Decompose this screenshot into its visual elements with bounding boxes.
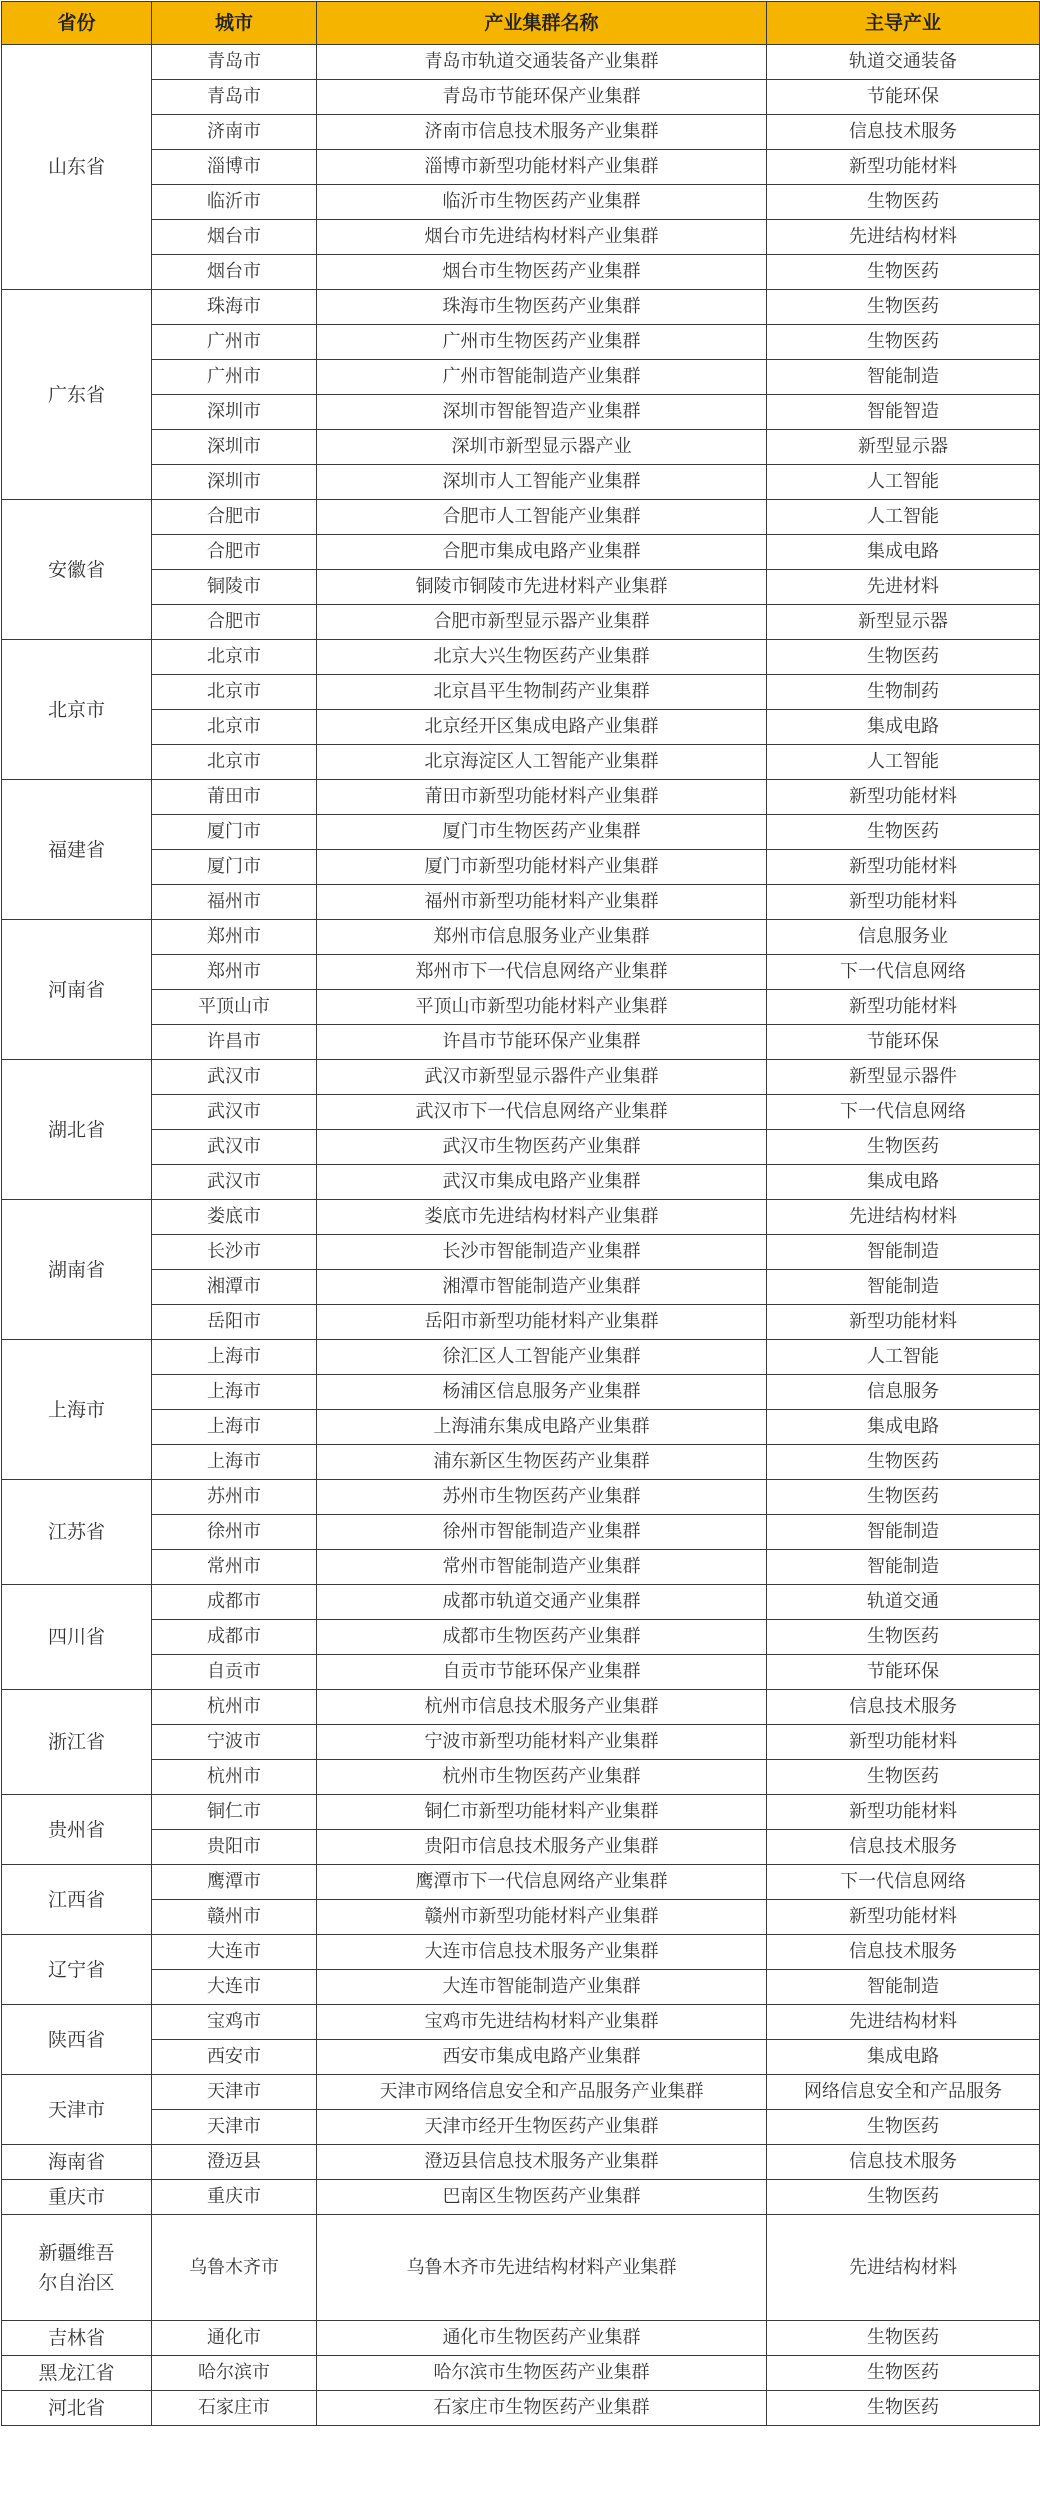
cluster-name-cell: 郑州市信息服务业产业集群 <box>317 920 767 955</box>
province-cell: 上海市 <box>2 1340 152 1480</box>
province-cell: 浙江省 <box>2 1690 152 1795</box>
table-row <box>2 2040 1040 2075</box>
table-row <box>2 1585 1040 1620</box>
table-row <box>2 255 1040 290</box>
city-cell: 烟台市 <box>152 255 317 290</box>
table-row <box>2 1830 1040 1865</box>
cluster-name-cell: 岳阳市新型功能材料产业集群 <box>317 1305 767 1340</box>
city-cell: 珠海市 <box>152 290 317 325</box>
table-row <box>2 1060 1040 1095</box>
cluster-name-cell: 淄博市新型功能材料产业集群 <box>317 150 767 185</box>
city-cell: 许昌市 <box>152 1025 317 1060</box>
table-row <box>2 1025 1040 1060</box>
industry-cell: 新型显示器 <box>767 430 1040 465</box>
table-row <box>2 955 1040 990</box>
cluster-name-cell: 澄迈县信息技术服务产业集群 <box>317 2145 767 2180</box>
cluster-name-cell: 北京经开区集成电路产业集群 <box>317 710 767 745</box>
industry-cell: 节能环保 <box>767 80 1040 115</box>
industry-cell: 新型功能材料 <box>767 1305 1040 1340</box>
industry-cell: 下一代信息网络 <box>767 1865 1040 1900</box>
table-body <box>2 45 1040 2426</box>
city-cell: 苏州市 <box>152 1480 317 1515</box>
table-row <box>2 1725 1040 1760</box>
city-cell: 福州市 <box>152 885 317 920</box>
province-cell: 广东省 <box>2 290 152 500</box>
city-cell: 广州市 <box>152 325 317 360</box>
cluster-name-cell: 上海浦东集成电路产业集群 <box>317 1410 767 1445</box>
industry-cell: 先进结构材料 <box>767 2005 1040 2040</box>
city-cell: 烟台市 <box>152 220 317 255</box>
city-cell: 武汉市 <box>152 1060 317 1095</box>
cluster-name-cell: 成都市生物医药产业集群 <box>317 1620 767 1655</box>
industry-cell: 新型功能材料 <box>767 150 1040 185</box>
province-cell: 河北省 <box>2 2391 152 2426</box>
province-cell: 北京市 <box>2 640 152 780</box>
city-cell: 深圳市 <box>152 465 317 500</box>
cluster-name-cell: 合肥市人工智能产业集群 <box>317 500 767 535</box>
city-cell: 北京市 <box>152 745 317 780</box>
industry-cell: 智能制造 <box>767 1515 1040 1550</box>
industry-cell: 节能环保 <box>767 1025 1040 1060</box>
cluster-name-cell: 广州市智能制造产业集群 <box>317 360 767 395</box>
city-cell: 长沙市 <box>152 1235 317 1270</box>
industry-cell: 下一代信息网络 <box>767 1095 1040 1130</box>
table-row <box>2 1620 1040 1655</box>
table-row <box>2 1515 1040 1550</box>
city-cell: 常州市 <box>152 1550 317 1585</box>
industry-cell: 人工智能 <box>767 745 1040 780</box>
cluster-name-cell: 厦门市生物医药产业集群 <box>317 815 767 850</box>
industry-cell: 生物医药 <box>767 1760 1040 1795</box>
industry-cell: 新型功能材料 <box>767 885 1040 920</box>
table-row <box>2 710 1040 745</box>
industry-cell: 生物医药 <box>767 1130 1040 1165</box>
cluster-name-cell: 哈尔滨市生物医药产业集群 <box>317 2356 767 2391</box>
cluster-name-cell: 贵阳市信息技术服务产业集群 <box>317 1830 767 1865</box>
cluster-name-cell: 郑州市下一代信息网络产业集群 <box>317 955 767 990</box>
cluster-name-cell: 石家庄市生物医药产业集群 <box>317 2391 767 2426</box>
industry-cell: 生物制药 <box>767 675 1040 710</box>
cluster-name-cell: 武汉市生物医药产业集群 <box>317 1130 767 1165</box>
cluster-name-cell: 杨浦区信息服务产业集群 <box>317 1375 767 1410</box>
industry-cell: 下一代信息网络 <box>767 955 1040 990</box>
table-row <box>2 1375 1040 1410</box>
industry-cell: 生物医药 <box>767 2110 1040 2145</box>
cluster-name-cell: 长沙市智能制造产业集群 <box>317 1235 767 1270</box>
table-row <box>2 1760 1040 1795</box>
table-row <box>2 1655 1040 1690</box>
province-cell: 安徽省 <box>2 500 152 640</box>
city-cell: 武汉市 <box>152 1130 317 1165</box>
industry-cell: 生物医药 <box>767 1480 1040 1515</box>
cluster-name-cell: 武汉市下一代信息网络产业集群 <box>317 1095 767 1130</box>
city-cell: 广州市 <box>152 360 317 395</box>
cluster-name-cell: 武汉市新型显示器件产业集群 <box>317 1060 767 1095</box>
industry-cell: 智能制造 <box>767 1550 1040 1585</box>
city-cell: 济南市 <box>152 115 317 150</box>
city-cell: 上海市 <box>152 1375 317 1410</box>
table-row <box>2 115 1040 150</box>
cluster-name-cell: 杭州市生物医药产业集群 <box>317 1760 767 1795</box>
city-cell: 杭州市 <box>152 1690 317 1725</box>
table-row <box>2 2180 1040 2215</box>
city-cell: 北京市 <box>152 710 317 745</box>
province-cell: 重庆市 <box>2 2180 152 2215</box>
province-cell: 贵州省 <box>2 1795 152 1865</box>
industry-cell: 生物医药 <box>767 2321 1040 2356</box>
cluster-name-cell: 天津市网络信息安全和产品服务产业集群 <box>317 2075 767 2110</box>
industry-cell: 集成电路 <box>767 2040 1040 2075</box>
industry-cell: 先进材料 <box>767 570 1040 605</box>
city-cell: 厦门市 <box>152 850 317 885</box>
table-row <box>2 1235 1040 1270</box>
industry-cell: 网络信息安全和产品服务 <box>767 2075 1040 2110</box>
cluster-name-cell: 宝鸡市先进结构材料产业集群 <box>317 2005 767 2040</box>
city-cell: 成都市 <box>152 1585 317 1620</box>
industry-cell: 生物医药 <box>767 325 1040 360</box>
table-row <box>2 360 1040 395</box>
cluster-name-cell: 北京昌平生物制药产业集群 <box>317 675 767 710</box>
industry-cell: 生物医药 <box>767 2356 1040 2391</box>
table-row <box>2 500 1040 535</box>
province-cell: 吉林省 <box>2 2321 152 2356</box>
cluster-name-cell: 常州市智能制造产业集群 <box>317 1550 767 1585</box>
industry-cell: 生物医药 <box>767 1620 1040 1655</box>
cluster-name-cell: 天津市经开生物医药产业集群 <box>317 2110 767 2145</box>
city-cell: 铜仁市 <box>152 1795 317 1830</box>
cluster-name-cell: 莆田市新型功能材料产业集群 <box>317 780 767 815</box>
industry-cell: 信息技术服务 <box>767 1690 1040 1725</box>
industry-cell: 人工智能 <box>767 500 1040 535</box>
cluster-name-cell: 北京海淀区人工智能产业集群 <box>317 745 767 780</box>
city-cell: 郑州市 <box>152 955 317 990</box>
city-cell: 武汉市 <box>152 1165 317 1200</box>
cluster-name-cell: 徐州市智能制造产业集群 <box>317 1515 767 1550</box>
cluster-name-cell: 广州市生物医药产业集群 <box>317 325 767 360</box>
cluster-name-cell: 许昌市节能环保产业集群 <box>317 1025 767 1060</box>
industry-cell: 先进结构材料 <box>767 220 1040 255</box>
cluster-name-cell: 福州市新型功能材料产业集群 <box>317 885 767 920</box>
city-cell: 成都市 <box>152 1620 317 1655</box>
table-row <box>2 185 1040 220</box>
cluster-name-cell: 临沂市生物医药产业集群 <box>317 185 767 220</box>
province-cell: 黑龙江省 <box>2 2356 152 2391</box>
province-cell: 四川省 <box>2 1585 152 1690</box>
industry-cell: 新型显示器件 <box>767 1060 1040 1095</box>
industry-cell: 人工智能 <box>767 465 1040 500</box>
city-cell: 天津市 <box>152 2075 317 2110</box>
city-cell: 临沂市 <box>152 185 317 220</box>
header-industry: 主导产业 <box>767 2 1040 45</box>
city-cell: 北京市 <box>152 675 317 710</box>
city-cell: 淄博市 <box>152 150 317 185</box>
city-cell: 赣州市 <box>152 1900 317 1935</box>
province-cell: 福建省 <box>2 780 152 920</box>
table-row <box>2 2075 1040 2110</box>
city-cell: 合肥市 <box>152 535 317 570</box>
table-row <box>2 325 1040 360</box>
city-cell: 莆田市 <box>152 780 317 815</box>
table-row <box>2 1270 1040 1305</box>
table-row <box>2 465 1040 500</box>
cluster-name-cell: 北京大兴生物医药产业集群 <box>317 640 767 675</box>
industry-cell: 生物医药 <box>767 290 1040 325</box>
cluster-name-cell: 通化市生物医药产业集群 <box>317 2321 767 2356</box>
table-row <box>2 1410 1040 1445</box>
cluster-name-cell: 铜陵市铜陵市先进材料产业集群 <box>317 570 767 605</box>
province-cell: 江西省 <box>2 1865 152 1935</box>
table-row <box>2 1865 1040 1900</box>
table-row <box>2 1445 1040 1480</box>
table-row <box>2 1200 1040 1235</box>
industry-cell: 人工智能 <box>767 1340 1040 1375</box>
table-row <box>2 920 1040 955</box>
city-cell: 深圳市 <box>152 395 317 430</box>
city-cell: 青岛市 <box>152 45 317 80</box>
industry-cell: 信息技术服务 <box>767 2145 1040 2180</box>
industry-cell: 集成电路 <box>767 1410 1040 1445</box>
table-row <box>2 885 1040 920</box>
industry-cell: 生物医药 <box>767 185 1040 220</box>
cluster-name-cell: 烟台市生物医药产业集群 <box>317 255 767 290</box>
city-cell: 贵阳市 <box>152 1830 317 1865</box>
industry-cell: 集成电路 <box>767 1165 1040 1200</box>
industry-cell: 智能智造 <box>767 395 1040 430</box>
cluster-name-cell: 自贡市节能环保产业集群 <box>317 1655 767 1690</box>
table-row <box>2 220 1040 255</box>
cluster-name-cell: 成都市轨道交通产业集群 <box>317 1585 767 1620</box>
industry-cell: 信息技术服务 <box>767 1935 1040 1970</box>
table-row <box>2 850 1040 885</box>
city-cell: 北京市 <box>152 640 317 675</box>
table-row <box>2 150 1040 185</box>
table-row <box>2 1690 1040 1725</box>
province-cell: 湖北省 <box>2 1060 152 1200</box>
table-row <box>2 1130 1040 1165</box>
table-row <box>2 2215 1040 2321</box>
industry-cell: 新型功能材料 <box>767 1725 1040 1760</box>
cluster-name-cell: 武汉市集成电路产业集群 <box>317 1165 767 1200</box>
industry-cell: 生物医药 <box>767 1445 1040 1480</box>
province-cell: 河南省 <box>2 920 152 1060</box>
province-cell: 辽宁省 <box>2 1935 152 2005</box>
province-cell: 天津市 <box>2 2075 152 2145</box>
table-row <box>2 1900 1040 1935</box>
industry-cell: 生物医药 <box>767 255 1040 290</box>
cluster-name-cell: 娄底市先进结构材料产业集群 <box>317 1200 767 1235</box>
province-cell: 江苏省 <box>2 1480 152 1585</box>
city-cell: 娄底市 <box>152 1200 317 1235</box>
table-row <box>2 2145 1040 2180</box>
city-cell: 岳阳市 <box>152 1305 317 1340</box>
cluster-name-cell: 铜仁市新型功能材料产业集群 <box>317 1795 767 1830</box>
city-cell: 青岛市 <box>152 80 317 115</box>
city-cell: 上海市 <box>152 1410 317 1445</box>
cluster-name-cell: 苏州市生物医药产业集群 <box>317 1480 767 1515</box>
table-row <box>2 80 1040 115</box>
industry-cell: 智能制造 <box>767 360 1040 395</box>
table-row <box>2 290 1040 325</box>
table-row <box>2 2110 1040 2145</box>
city-cell: 澄迈县 <box>152 2145 317 2180</box>
table-row <box>2 745 1040 780</box>
city-cell: 杭州市 <box>152 1760 317 1795</box>
city-cell: 自贡市 <box>152 1655 317 1690</box>
city-cell: 合肥市 <box>152 605 317 640</box>
table-row <box>2 1480 1040 1515</box>
city-cell: 深圳市 <box>152 430 317 465</box>
city-cell: 西安市 <box>152 2040 317 2075</box>
table-row <box>2 1795 1040 1830</box>
city-cell: 徐州市 <box>152 1515 317 1550</box>
table-row <box>2 570 1040 605</box>
table-row <box>2 1305 1040 1340</box>
cluster-name-cell: 大连市智能制造产业集群 <box>317 1970 767 2005</box>
city-cell: 通化市 <box>152 2321 317 2356</box>
cluster-name-cell: 乌鲁木齐市先进结构材料产业集群 <box>317 2215 767 2321</box>
city-cell: 宝鸡市 <box>152 2005 317 2040</box>
table-row <box>2 815 1040 850</box>
province-cell: 山东省 <box>2 45 152 290</box>
table-row <box>2 2321 1040 2356</box>
header-province: 省份 <box>2 2 152 45</box>
city-cell: 武汉市 <box>152 1095 317 1130</box>
table-row <box>2 395 1040 430</box>
city-cell: 厦门市 <box>152 815 317 850</box>
cluster-name-cell: 深圳市人工智能产业集群 <box>317 465 767 500</box>
industry-cell: 新型功能材料 <box>767 1900 1040 1935</box>
cluster-name-cell: 湘潭市智能制造产业集群 <box>317 1270 767 1305</box>
city-cell: 重庆市 <box>152 2180 317 2215</box>
industry-cell: 生物医药 <box>767 2180 1040 2215</box>
table-row <box>2 990 1040 1025</box>
table-row <box>2 430 1040 465</box>
table-row <box>2 1935 1040 1970</box>
city-cell: 合肥市 <box>152 500 317 535</box>
industry-cell: 新型功能材料 <box>767 850 1040 885</box>
province-cell: 海南省 <box>2 2145 152 2180</box>
cluster-name-cell: 合肥市新型显示器产业集群 <box>317 605 767 640</box>
cluster-name-cell: 宁波市新型功能材料产业集群 <box>317 1725 767 1760</box>
industry-cell: 集成电路 <box>767 535 1040 570</box>
industry-cluster-table <box>1 1 1040 2426</box>
table-row <box>2 640 1040 675</box>
industry-cell: 生物医药 <box>767 640 1040 675</box>
cluster-name-cell: 徐汇区人工智能产业集群 <box>317 1340 767 1375</box>
table-header-row <box>2 2 1040 45</box>
industry-cell: 信息技术服务 <box>767 1830 1040 1865</box>
industry-cell: 生物医药 <box>767 815 1040 850</box>
industry-cell: 信息服务 <box>767 1375 1040 1410</box>
cluster-name-cell: 赣州市新型功能材料产业集群 <box>317 1900 767 1935</box>
cluster-name-cell: 平顶山市新型功能材料产业集群 <box>317 990 767 1025</box>
city-cell: 湘潭市 <box>152 1270 317 1305</box>
cluster-name-cell: 济南市信息技术服务产业集群 <box>317 115 767 150</box>
cluster-name-cell: 合肥市集成电路产业集群 <box>317 535 767 570</box>
province-cell: 新疆维吾尔自治区 <box>2 2215 152 2321</box>
industry-cell: 新型功能材料 <box>767 780 1040 815</box>
province-cell: 陕西省 <box>2 2005 152 2075</box>
table-row <box>2 675 1040 710</box>
industry-cell: 智能制造 <box>767 1235 1040 1270</box>
table-row <box>2 45 1040 80</box>
cluster-name-cell: 烟台市先进结构材料产业集群 <box>317 220 767 255</box>
industry-cell: 智能制造 <box>767 1970 1040 2005</box>
table-row <box>2 780 1040 815</box>
industry-cell: 先进结构材料 <box>767 2215 1040 2321</box>
province-cell: 湖南省 <box>2 1200 152 1340</box>
cluster-name-cell: 浦东新区生物医药产业集群 <box>317 1445 767 1480</box>
table-row <box>2 1550 1040 1585</box>
cluster-name-cell: 巴南区生物医药产业集群 <box>317 2180 767 2215</box>
table-row <box>2 605 1040 640</box>
cluster-name-cell: 厦门市新型功能材料产业集群 <box>317 850 767 885</box>
city-cell: 大连市 <box>152 1935 317 1970</box>
industry-cell: 集成电路 <box>767 710 1040 745</box>
header-cluster-name: 产业集群名称 <box>317 2 767 45</box>
city-cell: 铜陵市 <box>152 570 317 605</box>
city-cell: 石家庄市 <box>152 2391 317 2426</box>
table-row <box>2 535 1040 570</box>
city-cell: 哈尔滨市 <box>152 2356 317 2391</box>
industry-cell: 新型功能材料 <box>767 990 1040 1025</box>
table-row <box>2 1095 1040 1130</box>
industry-cell: 节能环保 <box>767 1655 1040 1690</box>
cluster-name-cell: 珠海市生物医药产业集群 <box>317 290 767 325</box>
city-cell: 鹰潭市 <box>152 1865 317 1900</box>
cluster-name-cell: 深圳市智能智造产业集群 <box>317 395 767 430</box>
table-row <box>2 2391 1040 2426</box>
industry-cell: 信息技术服务 <box>767 115 1040 150</box>
city-cell: 上海市 <box>152 1445 317 1480</box>
industry-cell: 轨道交通装备 <box>767 45 1040 80</box>
city-cell: 乌鲁木齐市 <box>152 2215 317 2321</box>
cluster-name-cell: 大连市信息技术服务产业集群 <box>317 1935 767 1970</box>
industry-cell: 新型功能材料 <box>767 1795 1040 1830</box>
table-row <box>2 2005 1040 2040</box>
city-cell: 上海市 <box>152 1340 317 1375</box>
cluster-name-cell: 青岛市轨道交通装备产业集群 <box>317 45 767 80</box>
table-row <box>2 1165 1040 1200</box>
industry-cell: 智能制造 <box>767 1270 1040 1305</box>
industry-cell: 信息服务业 <box>767 920 1040 955</box>
table-row <box>2 1970 1040 2005</box>
cluster-name-cell: 西安市集成电路产业集群 <box>317 2040 767 2075</box>
industry-cell: 生物医药 <box>767 2391 1040 2426</box>
city-cell: 大连市 <box>152 1970 317 2005</box>
table-row <box>2 2356 1040 2391</box>
city-cell: 平顶山市 <box>152 990 317 1025</box>
table-row <box>2 1340 1040 1375</box>
cluster-name-cell: 青岛市节能环保产业集群 <box>317 80 767 115</box>
city-cell: 郑州市 <box>152 920 317 955</box>
cluster-name-cell: 鹰潭市下一代信息网络产业集群 <box>317 1865 767 1900</box>
cluster-name-cell: 深圳市新型显示器产业 <box>317 430 767 465</box>
cluster-name-cell: 杭州市信息技术服务产业集群 <box>317 1690 767 1725</box>
header-city: 城市 <box>152 2 317 45</box>
industry-cell: 先进结构材料 <box>767 1200 1040 1235</box>
city-cell: 宁波市 <box>152 1725 317 1760</box>
city-cell: 天津市 <box>152 2110 317 2145</box>
industry-cell: 轨道交通 <box>767 1585 1040 1620</box>
industry-cell: 新型显示器 <box>767 605 1040 640</box>
